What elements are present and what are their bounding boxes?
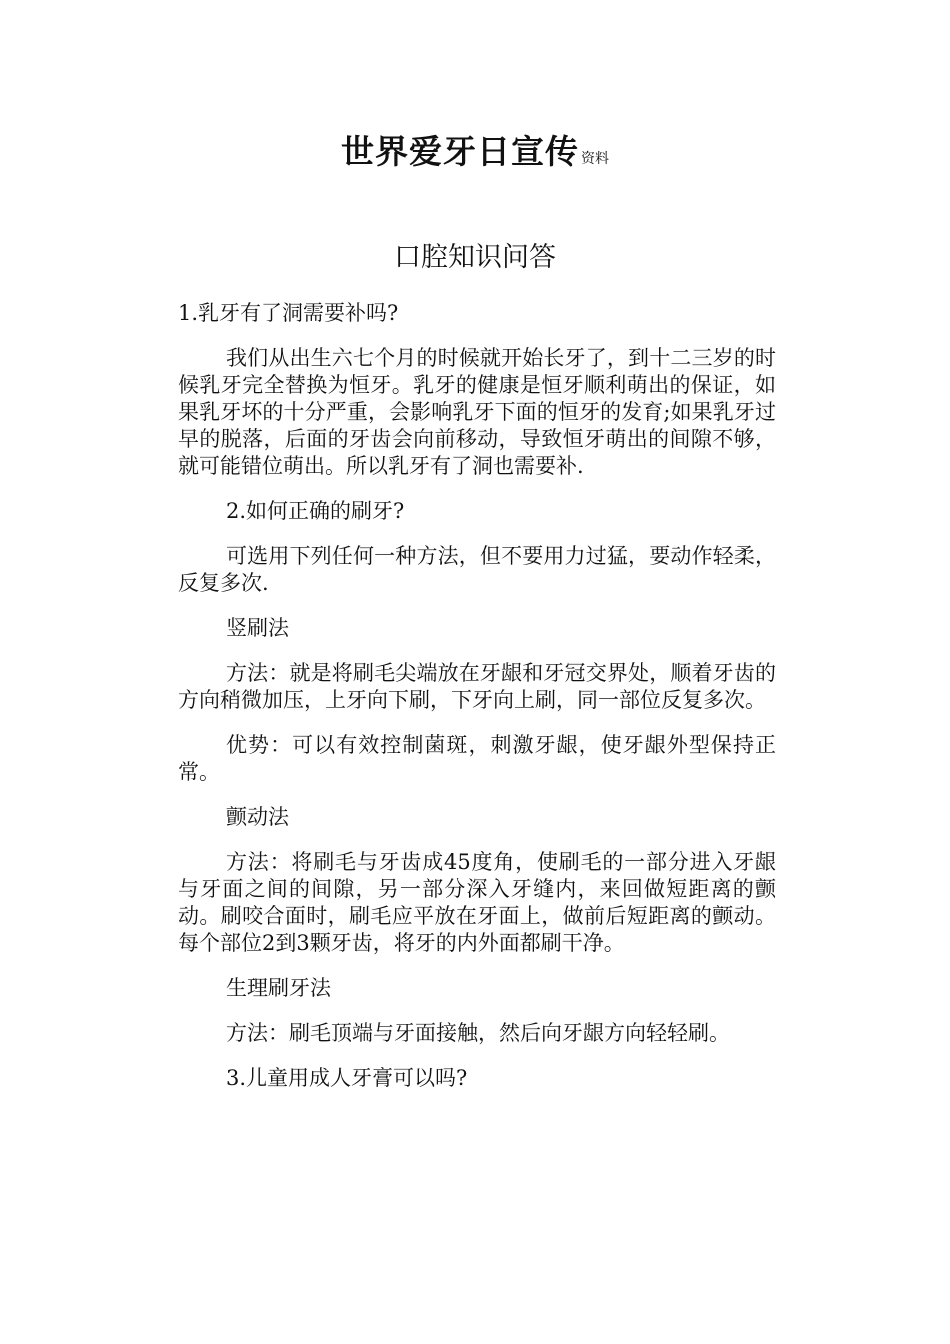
question-1: 1.乳牙有了洞需要补吗? xyxy=(178,301,399,325)
method-vertical-advantage: 优势：可以有效控制菌斑，刺激牙龈，使牙龈外型保持正常。 xyxy=(178,733,776,784)
question-2: 2.如何正确的刷牙? xyxy=(226,499,405,523)
title-main: 世界爱牙日宣传 xyxy=(341,132,579,171)
answer-1-paragraph: 我们从出生六七个月的时候就开始长牙了，到十二三岁的时候乳牙完全替换为恒牙。乳牙的健康是恒牙顺利萌出的保证，如果乳牙坏的十分严重，会影响乳牙下面的恒牙的发育;如果乳牙过早的脱落，后面的牙齿会向前移动，导致恒牙萌出的间隙不够，就可能错位萌出。所以乳牙有了洞也需要补. xyxy=(178,346,776,478)
answer-2-intro: 可选用下列任何一种方法，但不要用力过猛，要动作轻柔，反复多次. xyxy=(178,544,776,595)
document-title xyxy=(0,128,950,183)
method-heading-vertical: 竖刷法 xyxy=(226,616,289,640)
section-heading: 口腔知识问答 xyxy=(394,242,556,273)
document-body xyxy=(178,300,776,1110)
method-physiological-description: 方法：刷毛顶端与牙面接触，然后向牙龈方向轻轻刷。 xyxy=(226,1021,730,1045)
method-heading-vibration: 颤动法 xyxy=(226,805,289,829)
question-3: 3.儿童用成人牙膏可以吗? xyxy=(226,1066,468,1090)
title-suffix: 资料 xyxy=(581,151,609,167)
method-vibration-description: 方法：将刷毛与牙齿成45度角，使刷毛的一部分进入牙龈与牙面之间的间隙，另一部分深入牙缝内，来回做短距离的颤动。刷咬合面时，刷毛应平放在牙面上，做前后短距离的颤动。每个部位2到3颗牙齿，将牙的内外面都刷干净。 xyxy=(178,850,776,955)
method-vertical-description: 方法：就是将刷毛尖端放在牙龈和牙冠交界处，顺着牙齿的方向稍微加压，上牙向下刷，下牙向上刷，同一部位反复多次。 xyxy=(178,661,776,712)
method-heading-physiological: 生理刷牙法 xyxy=(226,976,331,1000)
